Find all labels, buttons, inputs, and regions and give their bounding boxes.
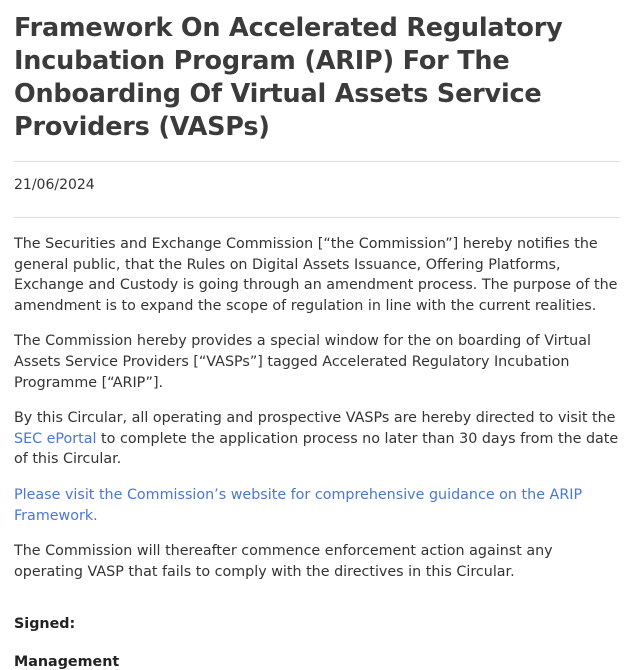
paragraph-enforcement: The Commission will thereafter commence enforcement action against any operating VASP that fails to comply with the directives in this Circular. xyxy=(14,543,553,580)
signoff-label: Signed: xyxy=(14,616,76,633)
directive-text-before-link: By this Circular, all operating and prospective VASPs are hereby directed to visit the xyxy=(14,410,616,427)
publication-date: 21/06/2024 xyxy=(14,176,95,193)
paragraph-arip-window: The Commission hereby provides a special window for the on boarding of Virtual Assets Service Providers [“VASPs”] tagged Accelerated Regulatory Incubation Programme [“ARIP”]. xyxy=(14,333,591,391)
paragraph-amendment-notice: The Securities and Exchange Commission [“the Commission”] hereby notifies the general public, that the Rules on Digital Assets Issuance, Offering Platforms, Exchange and Custody is going through an amendment process. The purpose of the amendment is to expand the scope of regulation in line with the current realities. xyxy=(14,236,618,314)
paragraph-circular-directive xyxy=(14,408,620,470)
paragraph-guidance xyxy=(14,485,620,526)
page-title: Framework On Accelerated Regulatory Incubation Program (ARIP) For The Onboarding Of Virtual Assets Service Providers (VASPs) xyxy=(14,13,563,143)
directive-text-after-link: to complete the application process no later than 30 days from the date of this Circular. xyxy=(14,430,619,468)
title-divider xyxy=(14,161,620,162)
signoff-name: Management xyxy=(14,654,120,670)
document-body xyxy=(14,218,620,582)
signoff-block xyxy=(14,616,620,670)
arip-framework-guidance-link[interactable]: Please visit the Commission’s website for comprehensive guidance on the ARIP Framework. xyxy=(14,486,583,524)
sec-eportal-link[interactable]: SEC ePortal xyxy=(14,430,97,447)
